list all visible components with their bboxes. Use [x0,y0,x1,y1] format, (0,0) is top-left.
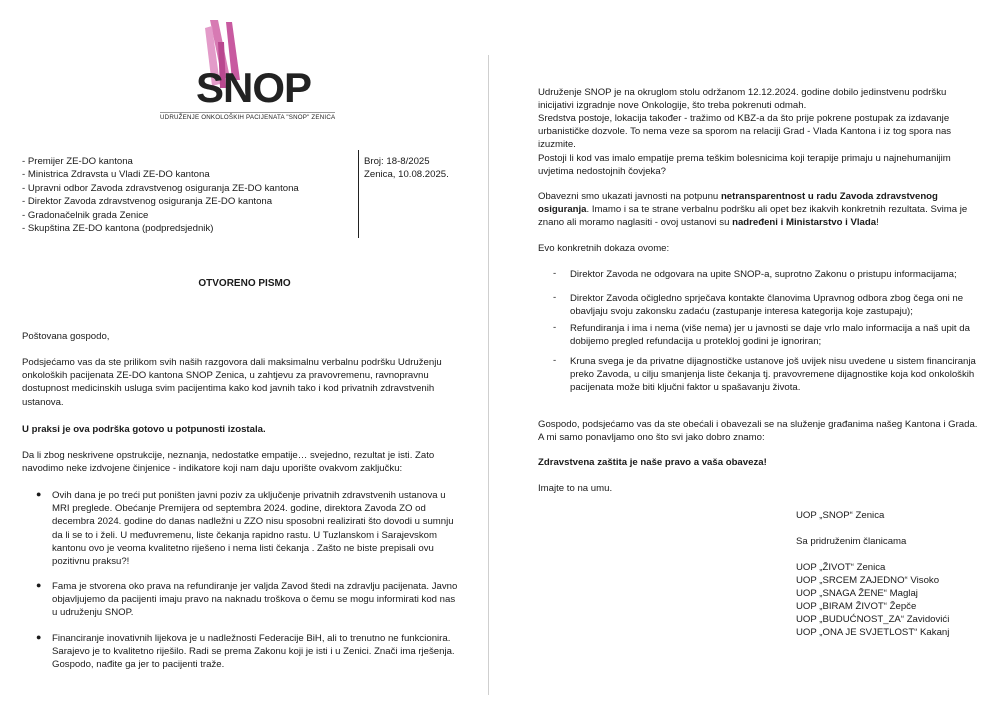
text-span-bold: nadređeni i Ministarstvo i Vlada [732,217,877,229]
paragraph: Sredstva postoje, lokacija također - tražimo od KBZ-a da što prije pokrene postupak za izdavanje urbanističke dozvole. To nema veze sa sporom na relaciji Grad - Vlada Kantona i iz tog spora nas izuzmite. [538,113,952,151]
reference-number: Broj: 18-8/2025 [364,156,430,167]
member-item: UOP „BIRAM ŽIVOT“ Žepče [796,601,917,612]
paragraph: Podsjećamo vas da ste prilikom svih naših razgovora dali maksimalnu verbalnu podršku Udruženju onkoloških pacijenata ZE-DO kantona SNOP Zenica, u zahtjevu za pravovremenu, ravnopravnu dostupnost medicinskih usluga svim pacijentima kako kod javnih tako i kod privatnih zdravstvenih ustanova. [22,357,442,408]
paragraph: Udruženje SNOP je na okruglom stolu održanom 12.12.2024. godine dobilo jedinstvenu podršku inicijativi izgradnje nove Onkologije, što treba pokrenuti odmah. [538,87,947,112]
dash-item: Direktor Zavoda ne odgovara na upite SNOP-a, suprotno Zakonu o pristupu informacijama; [570,269,957,280]
dash-icon: - [553,355,557,366]
letter-title: OTVORENO PISMO [198,278,291,289]
reference-block [364,155,449,182]
bullet-item: Ovih dana je po treći put poništen javni poziv za uključenje privatnih zdravstvenih ustanova u MRI preglede. Obećanje Premijera od septembra 2024. godine, direktora Zavoda ZO od decembra 2024. godine do danas nadležni u ZZO nisu sposobni realizirati što dovodi u sumnju da li se to i želi. U međuvremenu, liste čekanja rapidno rastu. U Tuzlanskom i Sarajevskom kantonu ovo je veoma kvalitetno riješeno i nema listi čekanja . Zašto ne biste prepisali ovu pozitivnu praksu?! [52,490,454,568]
paragraph: Gospodo, podsjećamo vas da ste obećali i obavezali se na služenje građanima našeg Kantona i Grada. A mi samo ponavljamo ono što svi jako dobro znamo: [538,419,978,444]
dash-item: Direktor Zavoda očigledno sprječava kontakte članovima Upravnog odbora zbog čega oni ne obavljaju svoju zakonsku zadaću (zastupanje interesa kategorija koje zastupaju); [570,293,964,318]
member-item: UOP „ŽIVOT“ Zenica [796,562,886,573]
recipient-item: - Upravni odbor Zavoda zdravstvenog osiguranja ZE-DO kantona [22,182,299,194]
paragraph: Da li zbog neskrivene opstrukcije, neznanja, nedostatke empatije… svejedno, rezultat je isti. Zato navodimo neke izdvojene činjenice - indikatore koji nam daju uporište ovakvom zaključku: [22,450,435,475]
recipients-list [22,155,299,235]
dash-item: Refundiranja i ima i nema (više nema) jer u javnosti se daje vrlo malo informacija a naš upit da dobijemo pregled refundacija u proteklој godini je ignoriran; [570,323,970,348]
bullet-item: Fama je stvorena oko prava na refundiranje jer valjda Zavod štedi na zdravlju pacijenata. Javno objavljujemo da pacijenti imaju pravo na naknadu troškova o čemu se mogu informirati kod nas u udruženju SNOP. [52,581,458,619]
signature: UOP „SNOP“ Zenica [796,510,885,521]
paragraph-bold: Zdravstvena zaštita je naše pravo a vaša obaveza! [538,457,767,468]
logo-subtitle: UDRUŽENJE ONKOLOŠKIH PACIJENATA "SNOP" ZENICA [160,114,336,121]
bullet-icon: ● [36,632,42,642]
bullet-icon: ● [36,489,42,499]
members-heading: Sa pridruženim članicama [796,536,907,547]
member-item: UOP „ONA JE SVJETLOST“ Kakanj [796,627,950,638]
bullet-icon: ● [36,580,42,590]
dash-item: Kruna svega je da privatne dijagnostičke ustanove još uvijek nisu uvedene u sistem financiranja preko Zavoda, u cilju smanjenja liste čekanja tj. pravovremene dijagnostike koja kod onkoloških pacijenata može biti ključni faktor u spašavanju života. [570,356,976,394]
text-span-bold: netransparentnost u radu Zavoda zdravstvenog osiguranja [538,191,938,216]
member-item: UOP „BUDUĆNOST_ZA“ Zavidovići [796,614,950,625]
recipient-item: - Ministrica Zdravsta u Vladi ZE-DO kantona [22,169,210,181]
recipient-item: - Direktor Zavoda zdravstvenog osiguranja ZE-DO kantona [22,196,273,208]
dash-icon: - [553,268,557,279]
logo-wordmark: SNOP [196,64,312,111]
dash-icon: - [553,322,557,333]
bullet-item: Financiranje inovativnih lijekova je u nadležnosti Federacije BiH, ali to trenutno ne funkcionira. Sarajevo je to kvalitetno riješilo. Radi se prema Zakonu koji je isti i u Zenici. Znači ima rješenja. Gospodo, nađite ga jer to pacijenti traže. [52,633,455,671]
paragraph: Postoji li kod vas imalo empatije prema teškim bolesnicima koji terapije primaju u najnehumanijim uvjetima nedostojnih čovjeka? [538,153,951,178]
text-span: ! [876,217,879,229]
recipient-item: - Skupština ZE-DO kantona (podpredsjednik) [22,223,214,235]
recipient-item: - Gradonačelnik grada Zenice [22,209,149,221]
member-item: UOP „SRCEM ZAJEDNO“ Visoko [796,575,940,586]
paragraph: Evo konkretnih dokaza ovome: [538,243,670,254]
separator-line [358,150,359,238]
reference-date: Zenica, 10.08.2025. [364,169,449,181]
recipient-item: - Premijer ZE-DO kantona [22,156,133,167]
text-span: Obavezni smo ukazati javnosti na potpunu [538,191,721,202]
member-item: UOP „SNAGA ŽENE“ Maglaj [796,588,918,599]
paragraph: Imajte to na umu. [538,483,613,494]
text-span: . Imamo i sa te strane verbalnu podršku ali opet bez ikakvih konkretnih rezultata. Svima je znano ali moramo naglasiti - ovoj ustanovi su [538,204,968,229]
paragraph-bold: U praksi je ova podrška gotovo u potpunosti izostala. [22,424,266,435]
snop-logo [160,18,336,121]
page-left [0,0,489,717]
dash-icon: - [553,292,557,303]
paragraph-transparency [538,190,978,230]
salutation: Poštovana gospodo, [22,331,110,342]
